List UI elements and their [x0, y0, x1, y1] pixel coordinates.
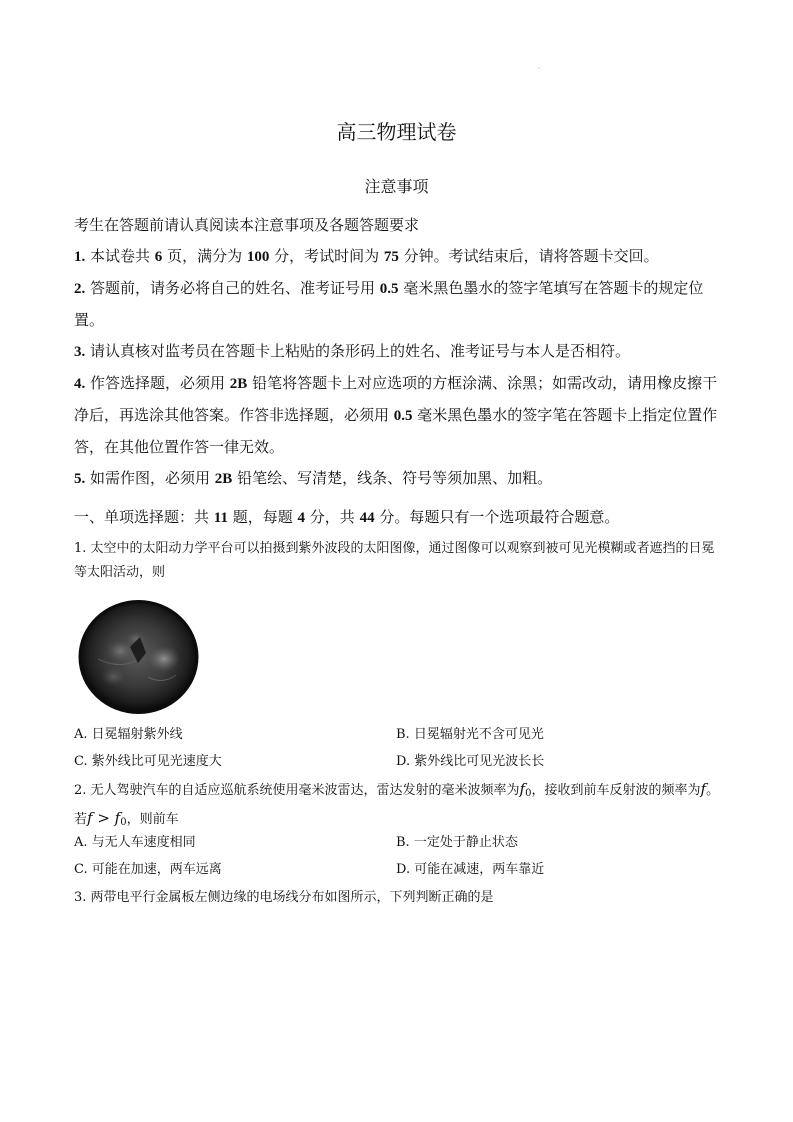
- notice-item-3: 3. 请认真核对监考员在答题卡上粘贴的条形码上的姓名、准考证号与本人是否相符。: [74, 342, 631, 360]
- q1-option-b[interactable]: B. 日冕辐射光不含可见光: [396, 727, 544, 742]
- q1-options-row-2: [74, 750, 720, 774]
- q1-option-c[interactable]: C. 紫外线比可见光速度大: [74, 754, 222, 769]
- page-title: 高三物理试卷: [336, 120, 457, 144]
- notice-item-2: 2. 答题前，请务必将自己的姓名、准考证号用 0.5 毫米黑色墨水的签字笔填写在答题卡的规定位置。: [74, 279, 704, 329]
- sun-image: [74, 596, 204, 718]
- q2-option-a[interactable]: A. 与无人车速度相同: [74, 835, 196, 850]
- item-number: 5.: [74, 471, 86, 487]
- q2-option-d[interactable]: D. 可能在减速，两车靠近: [396, 862, 545, 877]
- q2-options-row-2: [74, 858, 720, 882]
- question-3-stem: 3. 两带电平行金属板左侧边缘的电场线分布如图所示，下列判断正确的是: [74, 890, 494, 905]
- notice-intro: 考生在答题前请认真阅读本注意事项及各题答题要求: [74, 216, 420, 234]
- symbol-f: f: [700, 780, 707, 798]
- q2-option-c[interactable]: C. 可能在加速，两车远离: [74, 862, 222, 877]
- uv-sun-photo: [78, 599, 199, 715]
- question-1-stem: 1. 太空中的太阳动力学平台可以拍摄到紫外波段的太阳图像，通过图像可以观察到被可见光模糊或者遮挡的日冕等太阳活动，则: [74, 541, 715, 580]
- item-number: 3.: [74, 344, 86, 360]
- q1-options-row-1: [74, 723, 720, 747]
- condition-formula: $f > f_0$: [87, 809, 127, 828]
- section-heading: 一、单项选择题：共 11 题，每题 4 分，共 44 分。每题只有一个选项最符合题意。: [74, 508, 620, 526]
- item-number: 1.: [74, 249, 86, 265]
- notice-title: 注意事项: [364, 177, 429, 196]
- scan-dot: [538, 67, 540, 69]
- item-number: 4.: [74, 376, 86, 392]
- symbol-f0: $f_0$: [519, 780, 532, 799]
- q1-option-d[interactable]: D. 紫外线比可见光波长长: [396, 754, 545, 769]
- notice-block: [74, 210, 720, 495]
- q2-options-row-1: [74, 831, 720, 855]
- q2-option-b[interactable]: B. 一定处于静止状态: [396, 835, 518, 850]
- notice-item-5: 5. 如需作图，必须用 2B 铅笔绘、写清楚，线条、符号等须加黑、加粗。: [74, 469, 553, 487]
- item-number: 2.: [74, 281, 86, 297]
- question-2-stem: 2. 无人驾驶汽车的自适应巡航系统使用毫米波雷达，雷达发射的毫米波频率为$f_0$，接收到前车反射波的频率为f。若$f > f_0$，则前车: [74, 780, 720, 828]
- notice-item-4: 4. 作答选择题，必须用 2B 铅笔将答题卡上对应选项的方框涂满、涂黑；如需改动，请用橡皮擦干净后，再选涂其他答案。作答非选择题，必须用 0.5 毫米黑色墨水的签字笔在答题卡上指定位置作答，在其他位置作答一律无效。: [74, 374, 718, 456]
- q1-option-a[interactable]: A. 日冕辐射紫外线: [74, 727, 183, 742]
- notice-item-1: 1. 本试卷共 6 页，满分为 100 分，考试时间为 75 分钟。考试结束后，请将答题卡交回。: [74, 247, 659, 265]
